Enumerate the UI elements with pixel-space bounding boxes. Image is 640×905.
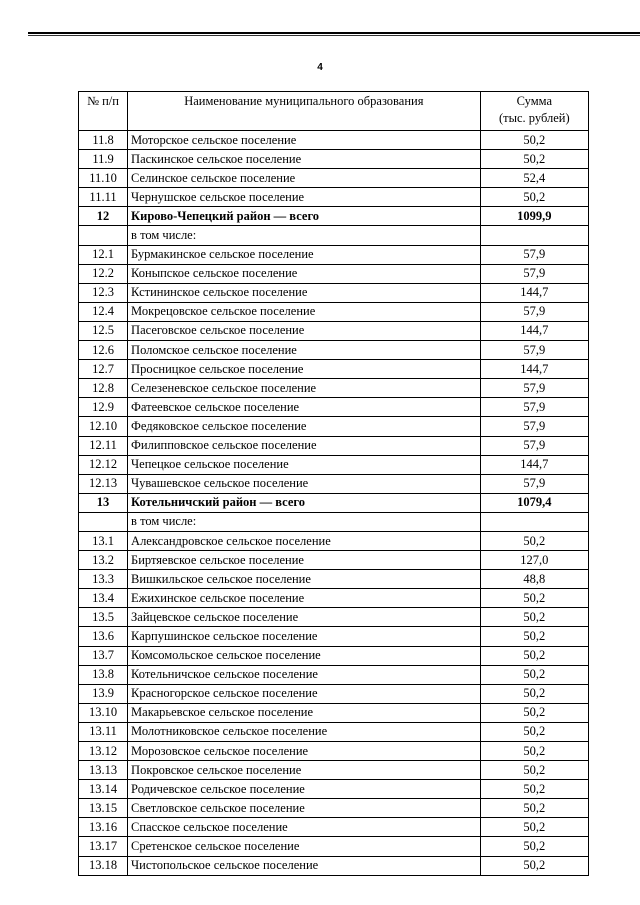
row-name-cell: Бурмакинское сельское поселение bbox=[128, 245, 481, 264]
row-sum-cell: 50,2 bbox=[480, 722, 588, 741]
row-number-cell: 12.6 bbox=[79, 341, 128, 360]
table-row bbox=[79, 531, 589, 550]
row-sum-cell: 1099,9 bbox=[480, 207, 588, 226]
row-sum-cell: 50,2 bbox=[480, 818, 588, 837]
row-sum-cell: 57,9 bbox=[480, 417, 588, 436]
table-row bbox=[79, 742, 589, 761]
table-row bbox=[79, 169, 589, 188]
row-number-cell: 11.8 bbox=[79, 131, 128, 150]
row-sum-cell: 50,2 bbox=[480, 703, 588, 722]
row-name-cell: Федяковское сельское поселение bbox=[128, 417, 481, 436]
header-sum bbox=[480, 92, 588, 131]
row-number-cell: 11.9 bbox=[79, 150, 128, 169]
row-number-cell: 12 bbox=[79, 207, 128, 226]
row-number-cell: 13.8 bbox=[79, 665, 128, 684]
row-number-cell: 13.4 bbox=[79, 589, 128, 608]
row-number-cell: 11.11 bbox=[79, 188, 128, 207]
row-name-cell: Сретенское сельское поселение bbox=[128, 837, 481, 856]
header-sum-unit: (тыс. рублей) bbox=[498, 111, 570, 125]
table-row bbox=[79, 589, 589, 608]
table-row bbox=[79, 837, 589, 856]
row-sum-cell: 127,0 bbox=[480, 551, 588, 570]
top-rule bbox=[28, 32, 640, 34]
row-sum-cell: 50,2 bbox=[480, 665, 588, 684]
row-name-cell: Мокрецовское сельское поселение bbox=[128, 302, 481, 321]
row-number-cell: 12.7 bbox=[79, 360, 128, 379]
row-sum-cell: 52,4 bbox=[480, 169, 588, 188]
row-name-cell: Александровское сельское поселение bbox=[128, 531, 481, 550]
table-row bbox=[79, 188, 589, 207]
table-row bbox=[79, 684, 589, 703]
row-name-cell: Пасеговское сельское поселение bbox=[128, 321, 481, 340]
row-sum-cell: 57,9 bbox=[480, 264, 588, 283]
row-sum-cell: 144,7 bbox=[480, 283, 588, 302]
table-row bbox=[79, 856, 589, 875]
row-sum-cell: 50,2 bbox=[480, 837, 588, 856]
row-name-cell: Макарьевское сельское поселение bbox=[128, 703, 481, 722]
table-row bbox=[79, 455, 589, 474]
table-row bbox=[79, 321, 589, 340]
row-name-cell: Чистопольское сельское поселение bbox=[128, 856, 481, 875]
row-sum-cell: 57,9 bbox=[480, 398, 588, 417]
row-number-cell: 12.5 bbox=[79, 321, 128, 340]
row-name-cell: Котельничское сельское поселение bbox=[128, 665, 481, 684]
row-number-cell: 13 bbox=[79, 493, 128, 512]
table-row bbox=[79, 474, 589, 493]
row-name-cell: Чувашевское сельское поселение bbox=[128, 474, 481, 493]
table-row bbox=[79, 722, 589, 741]
header-name bbox=[128, 92, 481, 131]
row-sum-cell: 48,8 bbox=[480, 570, 588, 589]
row-sum-cell: 144,7 bbox=[480, 360, 588, 379]
table-total-row bbox=[79, 207, 589, 226]
allocation-table bbox=[78, 91, 589, 876]
row-name-cell: Кстининское сельское поселение bbox=[128, 283, 481, 302]
row-number-cell: 13.13 bbox=[79, 761, 128, 780]
table-row bbox=[79, 283, 589, 302]
table-row bbox=[79, 264, 589, 283]
row-number-cell: 13.1 bbox=[79, 531, 128, 550]
top-rule-thin bbox=[28, 35, 640, 36]
table-row bbox=[79, 512, 589, 531]
row-sum-cell: 57,9 bbox=[480, 245, 588, 264]
row-name-cell: Покровское сельское поселение bbox=[128, 761, 481, 780]
table-row bbox=[79, 398, 589, 417]
row-name-cell: Биртяевское сельское поселение bbox=[128, 551, 481, 570]
row-name-cell: Чернушское сельское поселение bbox=[128, 188, 481, 207]
row-name-cell: Красногорское сельское поселение bbox=[128, 684, 481, 703]
table-row bbox=[79, 226, 589, 245]
row-name-cell: Вишкильское сельское поселение bbox=[128, 570, 481, 589]
row-number-cell: 12.9 bbox=[79, 398, 128, 417]
table-row bbox=[79, 608, 589, 627]
row-name-cell: Молотниковское сельское поселение bbox=[128, 722, 481, 741]
row-sum-cell: 57,9 bbox=[480, 341, 588, 360]
table-row bbox=[79, 627, 589, 646]
row-sum-cell: 50,2 bbox=[480, 799, 588, 818]
row-number-cell: 13.11 bbox=[79, 722, 128, 741]
row-name-cell: Зайцевское сельское поселение bbox=[128, 608, 481, 627]
row-number-cell bbox=[79, 226, 128, 245]
row-sum-cell: 50,2 bbox=[480, 742, 588, 761]
row-sum-cell bbox=[480, 512, 588, 531]
table-row bbox=[79, 818, 589, 837]
row-name-cell: Просницкое сельское поселение bbox=[128, 360, 481, 379]
row-sum-cell: 50,2 bbox=[480, 131, 588, 150]
row-name-cell: в том числе: bbox=[128, 226, 481, 245]
row-number-cell: 12.13 bbox=[79, 474, 128, 493]
row-number-cell: 13.3 bbox=[79, 570, 128, 589]
row-number-cell: 13.2 bbox=[79, 551, 128, 570]
row-name-cell: Поломское сельское поселение bbox=[128, 341, 481, 360]
row-number-cell: 13.18 bbox=[79, 856, 128, 875]
row-sum-cell: 50,2 bbox=[480, 780, 588, 799]
row-name-cell: Спасское сельское поселение bbox=[128, 818, 481, 837]
table-row bbox=[79, 150, 589, 169]
header-name-text: Наименование муниципального образования bbox=[184, 94, 424, 108]
row-name-cell: Морозовское сельское поселение bbox=[128, 742, 481, 761]
row-number-cell: 13.16 bbox=[79, 818, 128, 837]
row-number-cell: 12.3 bbox=[79, 283, 128, 302]
table-row bbox=[79, 761, 589, 780]
row-number-cell: 12.1 bbox=[79, 245, 128, 264]
row-number-cell: 13.12 bbox=[79, 742, 128, 761]
row-sum-cell: 1079,4 bbox=[480, 493, 588, 512]
row-number-cell: 13.17 bbox=[79, 837, 128, 856]
row-name-cell: Паскинское сельское поселение bbox=[128, 150, 481, 169]
row-sum-cell: 57,9 bbox=[480, 436, 588, 455]
table-header-row bbox=[79, 92, 589, 131]
row-name-cell: в том числе: bbox=[128, 512, 481, 531]
row-name-cell: Котельничский район — всего bbox=[128, 493, 481, 512]
table-row bbox=[79, 131, 589, 150]
row-name-cell: Комсомольское сельское поселение bbox=[128, 646, 481, 665]
row-number-cell: 13.5 bbox=[79, 608, 128, 627]
table-row bbox=[79, 417, 589, 436]
row-sum-cell: 50,2 bbox=[480, 188, 588, 207]
row-sum-cell: 50,2 bbox=[480, 684, 588, 703]
row-sum-cell: 50,2 bbox=[480, 608, 588, 627]
row-number-cell: 12.8 bbox=[79, 379, 128, 398]
row-number-cell: 13.10 bbox=[79, 703, 128, 722]
row-sum-cell: 50,2 bbox=[480, 531, 588, 550]
row-sum-cell bbox=[480, 226, 588, 245]
row-sum-cell: 50,2 bbox=[480, 589, 588, 608]
table-row bbox=[79, 646, 589, 665]
row-name-cell: Светловское сельское поселение bbox=[128, 799, 481, 818]
row-number-cell: 12.2 bbox=[79, 264, 128, 283]
row-sum-cell: 57,9 bbox=[480, 474, 588, 493]
table-row bbox=[79, 302, 589, 321]
row-sum-cell: 144,7 bbox=[480, 455, 588, 474]
row-name-cell: Моторское сельское поселение bbox=[128, 131, 481, 150]
header-num: № п/п bbox=[79, 92, 128, 131]
row-sum-cell: 50,2 bbox=[480, 150, 588, 169]
table-row bbox=[79, 436, 589, 455]
row-name-cell: Чепецкое сельское поселение bbox=[128, 455, 481, 474]
row-sum-cell: 50,2 bbox=[480, 856, 588, 875]
table-row bbox=[79, 665, 589, 684]
row-sum-cell: 144,7 bbox=[480, 321, 588, 340]
row-number-cell: 13.7 bbox=[79, 646, 128, 665]
row-name-cell: Ежихинское сельское поселение bbox=[128, 589, 481, 608]
row-name-cell: Родичевское сельское поселение bbox=[128, 780, 481, 799]
row-number-cell: 13.14 bbox=[79, 780, 128, 799]
row-sum-cell: 50,2 bbox=[480, 646, 588, 665]
header-sum-label: Сумма bbox=[516, 94, 553, 108]
row-number-cell: 13.9 bbox=[79, 684, 128, 703]
table-row bbox=[79, 780, 589, 799]
table-row bbox=[79, 379, 589, 398]
row-number-cell: 12.12 bbox=[79, 455, 128, 474]
row-name-cell: Селинское сельское поселение bbox=[128, 169, 481, 188]
row-number-cell bbox=[79, 512, 128, 531]
row-number-cell: 13.6 bbox=[79, 627, 128, 646]
table-body bbox=[79, 131, 589, 876]
row-sum-cell: 57,9 bbox=[480, 379, 588, 398]
table-row bbox=[79, 551, 589, 570]
table-row bbox=[79, 570, 589, 589]
table-row bbox=[79, 245, 589, 264]
row-sum-cell: 57,9 bbox=[480, 302, 588, 321]
page-number: 4 bbox=[317, 62, 323, 73]
table-row bbox=[79, 799, 589, 818]
row-number-cell: 13.15 bbox=[79, 799, 128, 818]
row-name-cell: Филипповское сельское поселение bbox=[128, 436, 481, 455]
table-row bbox=[79, 703, 589, 722]
table-total-row bbox=[79, 493, 589, 512]
row-number-cell: 12.11 bbox=[79, 436, 128, 455]
row-sum-cell: 50,2 bbox=[480, 761, 588, 780]
row-number-cell: 12.10 bbox=[79, 417, 128, 436]
row-name-cell: Селезеневское сельское поселение bbox=[128, 379, 481, 398]
row-number-cell: 12.4 bbox=[79, 302, 128, 321]
table-row bbox=[79, 360, 589, 379]
row-name-cell: Карпушинское сельское поселение bbox=[128, 627, 481, 646]
row-name-cell: Коныпское сельское поселение bbox=[128, 264, 481, 283]
row-name-cell: Кирово-Чепецкий район — всего bbox=[128, 207, 481, 226]
row-sum-cell: 50,2 bbox=[480, 627, 588, 646]
table-row bbox=[79, 341, 589, 360]
row-name-cell: Фатеевское сельское поселение bbox=[128, 398, 481, 417]
row-number-cell: 11.10 bbox=[79, 169, 128, 188]
